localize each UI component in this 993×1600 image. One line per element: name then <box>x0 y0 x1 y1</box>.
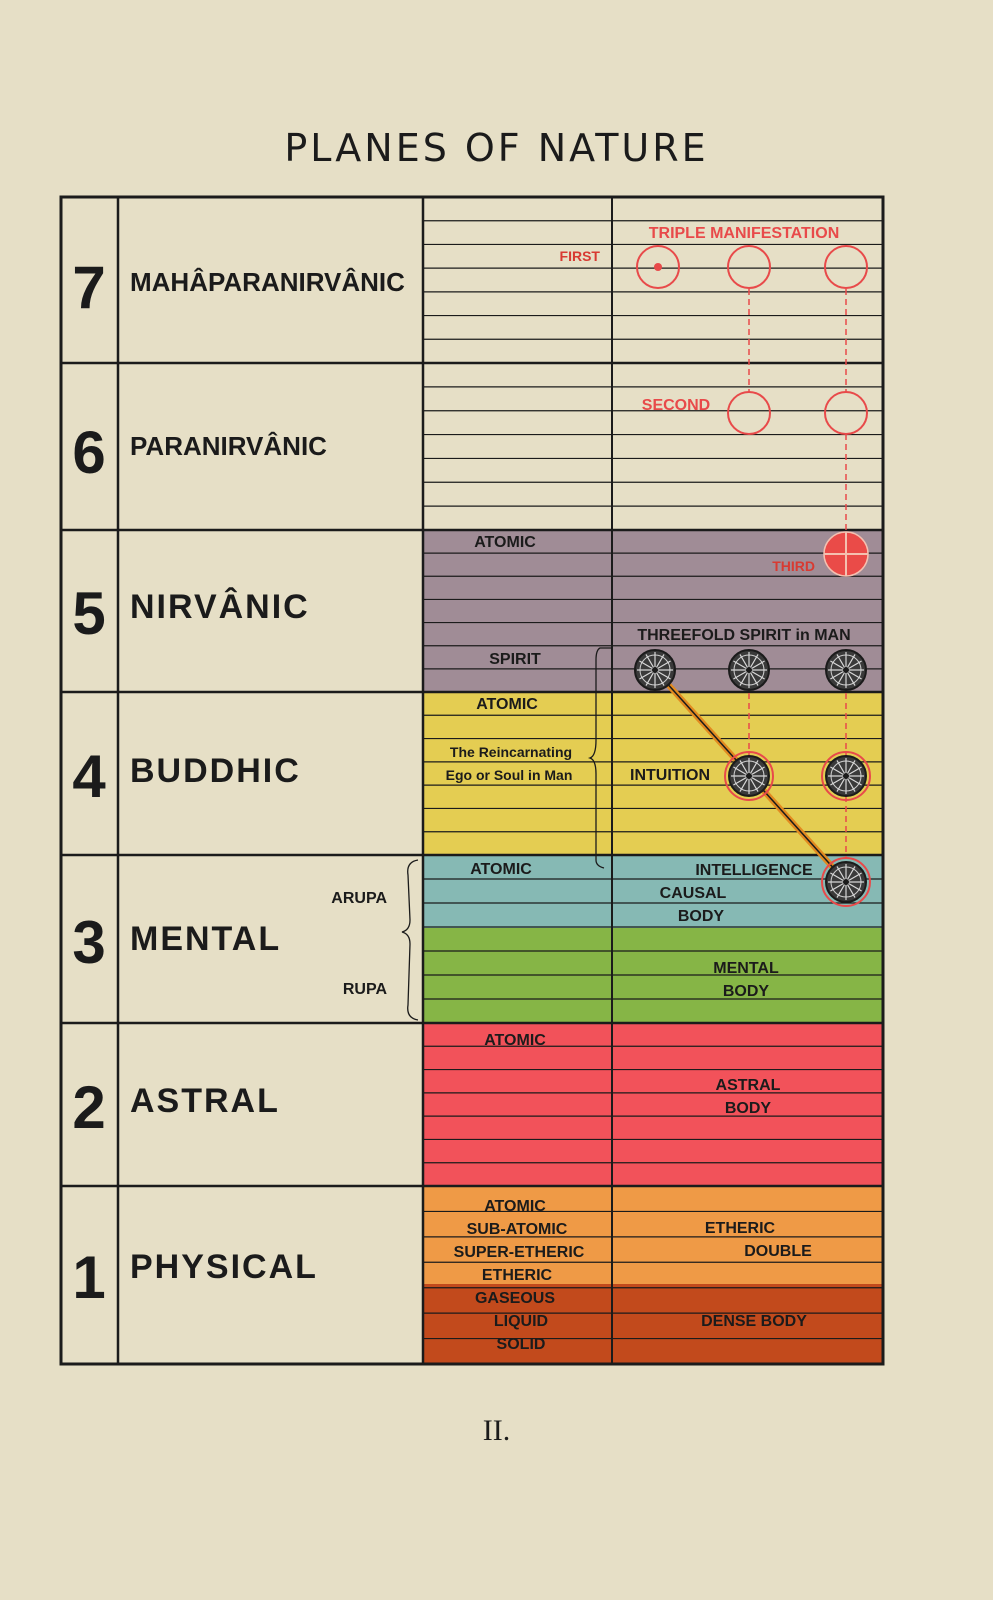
plane-number: 4 <box>72 743 106 810</box>
plane-names <box>130 267 405 1286</box>
manifestation-circle <box>825 246 867 288</box>
reincarnating-label: Ego or Soul in Man <box>445 767 573 783</box>
nirvanic-atomic-label: ATOMIC <box>474 534 536 551</box>
wheel-icon <box>635 650 675 690</box>
causal-body-label: BODY <box>677 908 725 925</box>
astral-body-label: BODY <box>724 1100 772 1117</box>
page-title: PLANES OF NATURE <box>284 126 709 170</box>
third-logos-circle <box>824 532 868 576</box>
mental-atomic-label: ATOMIC <box>470 861 532 878</box>
physical-subplane-label: ATOMIC <box>484 1198 546 1215</box>
astral-atomic-label: ATOMIC <box>484 1032 546 1049</box>
etheric-double-label: DOUBLE <box>744 1243 812 1260</box>
plane-name: PHYSICAL <box>130 1248 318 1286</box>
physical-subplane-label: SUPER-ETHERIC <box>453 1244 585 1261</box>
reincarnating-label: The Reincarnating <box>449 744 573 760</box>
plane-number: 5 <box>72 580 106 647</box>
spirit-label: SPIRIT <box>489 651 541 668</box>
page-number: II. <box>482 1414 511 1447</box>
manifestation-circle <box>728 246 770 288</box>
wheel-icon <box>822 858 870 906</box>
etheric-double-label: ETHERIC <box>704 1220 776 1237</box>
first-logos-dot <box>654 263 662 271</box>
wheel-icon <box>725 752 773 800</box>
mental-body-label: MENTAL <box>713 960 779 977</box>
mental-body-label: BODY <box>722 983 770 1000</box>
plane-name: BUDDHIC <box>130 752 301 790</box>
plane-name: NIRVÂNIC <box>130 588 310 626</box>
plane-name: PARANIRVÂNIC <box>130 431 327 461</box>
buddhic-atomic-label: ATOMIC <box>476 696 538 713</box>
plane-number: 7 <box>72 254 106 321</box>
plane-name: MENTAL <box>130 920 282 958</box>
plane-number: 2 <box>72 1074 106 1141</box>
wheel-icon <box>729 650 769 690</box>
physical-subplane-label: LIQUID <box>493 1313 549 1330</box>
intuition-label: INTUITION <box>630 767 710 784</box>
astral-body-label: ASTRAL <box>715 1077 781 1094</box>
intelligence-label: INTELLIGENCE <box>695 862 813 879</box>
mental-brace <box>402 860 418 1020</box>
plane-number: 6 <box>72 419 106 486</box>
third-label: THIRD <box>772 558 815 574</box>
plane-name: ASTRAL <box>130 1082 280 1120</box>
triple-manifestation-label: TRIPLE MANIFESTATION <box>648 225 840 242</box>
wheel-icon <box>826 650 866 690</box>
physical-subplane-label: SOLID <box>496 1336 546 1353</box>
wheel-icon <box>822 752 870 800</box>
second-logos-circle <box>728 392 770 434</box>
physical-subplane-label: GASEOUS <box>474 1290 556 1307</box>
plane-number: 3 <box>72 909 106 976</box>
dense-body-label: DENSE BODY <box>701 1313 807 1330</box>
second-label: SECOND <box>641 397 711 414</box>
causal-body-label: CAUSAL <box>659 885 727 902</box>
physical-subplane-label: ETHERIC <box>481 1267 553 1284</box>
manifestation-circle <box>825 392 867 434</box>
arupa-label: ARUPA <box>331 890 387 907</box>
rupa-label: RUPA <box>342 981 387 998</box>
threefold-spirit-label: THREEFOLD SPIRIT in MAN <box>637 627 851 644</box>
physical-subplane-label: SUB-ATOMIC <box>466 1221 568 1238</box>
plane-number: 1 <box>72 1244 106 1311</box>
first-label: FIRST <box>559 248 600 264</box>
plane-name: MAHÂPARANIRVÂNIC <box>130 267 405 297</box>
plane-numbers <box>72 254 106 1311</box>
